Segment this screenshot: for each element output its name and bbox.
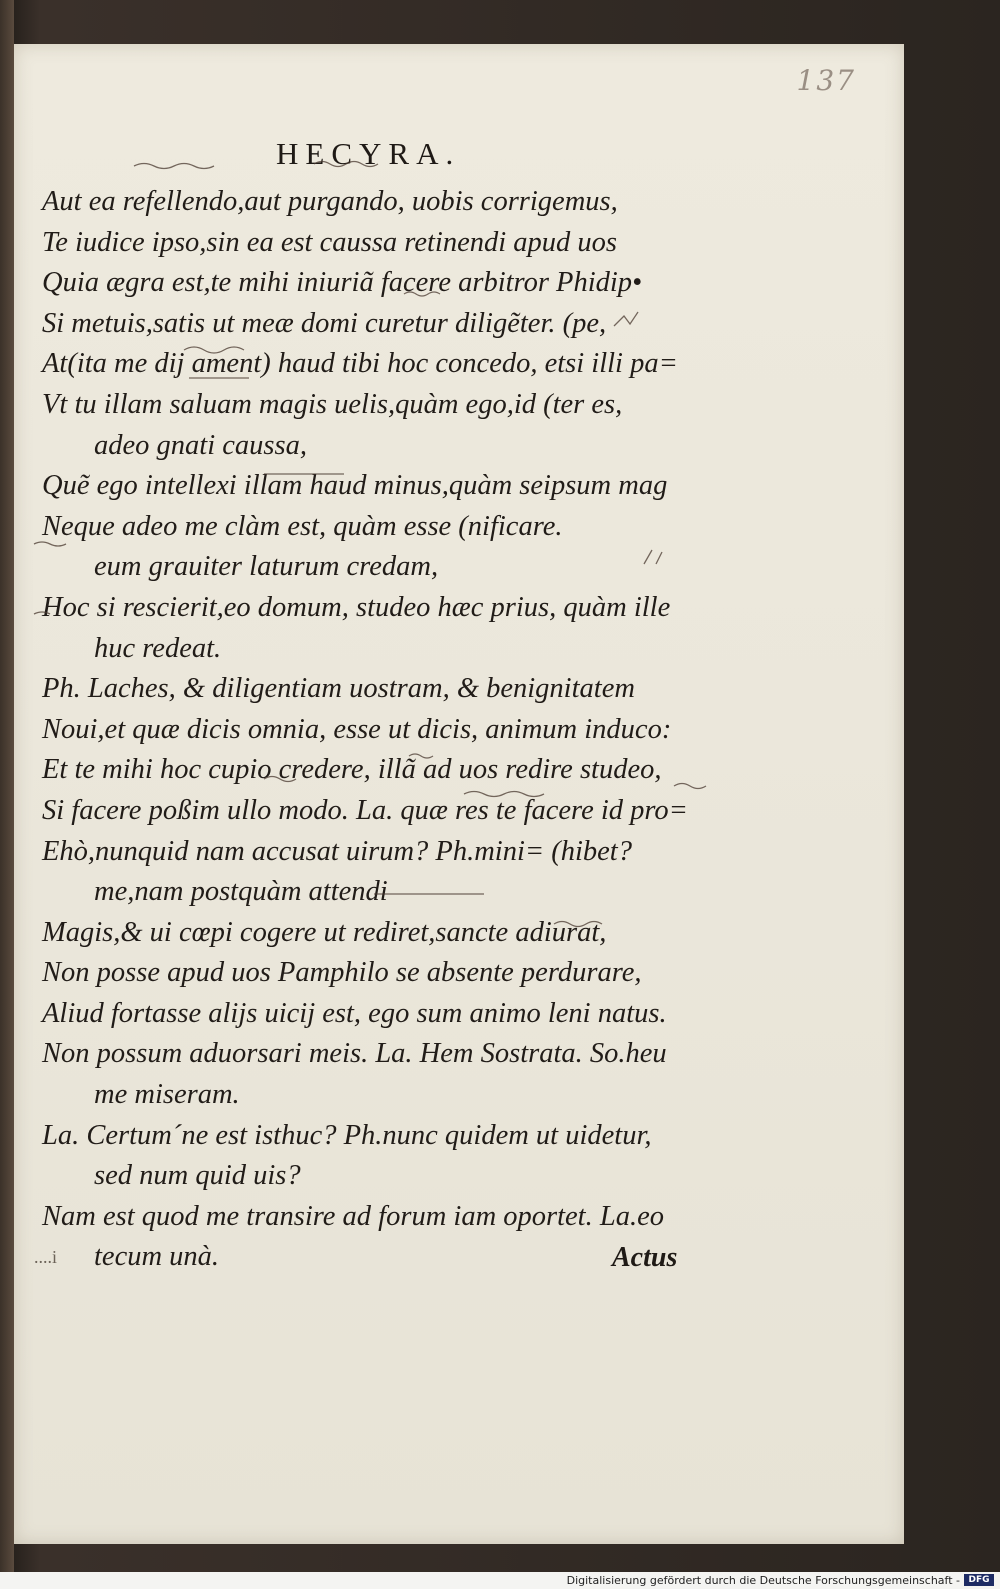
text-line: Ph. Laches, & diligentiam uostram, & benignitatem (42, 673, 635, 705)
text-line: Et te mihi hoc cupio credere, illã ad uos redire studeo, (42, 754, 662, 786)
text-line: At(ita me dij ament) haud tibi hoc concedo, etsi illi pa= (42, 348, 678, 380)
text-line: Vt tu illam saluam magis uelis,quàm ego,id (ter es, (42, 388, 623, 420)
book-page (14, 44, 904, 1544)
text-line: Si metuis,satis ut meæ domi curetur diligẽter. (pe, (42, 307, 607, 339)
text-line: Noui,et quæ dicis omnia, esse ut dicis, animum induco: (42, 713, 672, 745)
book-gutter (0, 0, 14, 1572)
footer-credit: Digitalisierung gefördert durch die Deutsche Forschungsgemeinschaft - (566, 1574, 960, 1587)
text-line: Neque adeo me clàm est, quàm esse (nificare. (42, 510, 563, 542)
text-line: Quẽ ego intellexi illam haud minus,quàm seipsum mag (42, 470, 668, 502)
text-line: Aut ea refellendo,aut purgando, uobis corrigemus, (42, 186, 618, 217)
text-line: tecum unà. (94, 1241, 220, 1273)
text-line: me miseram. (94, 1079, 240, 1111)
text-line: me,nam postquàm attendi (94, 876, 388, 908)
dfg-logo: DFG (964, 1574, 994, 1586)
text-line: eum grauiter laturum credam, (94, 551, 439, 583)
text-line: huc redeat. (94, 632, 222, 664)
folio-number: 137 (796, 64, 856, 97)
text-line: Si facere poßim ullo modo. La. quæ res te facere id pro= (42, 794, 688, 826)
page-text (42, 182, 742, 1278)
text-line: Magis,& ui cœpi cogere ut rediret,sancte adiurat, (42, 916, 607, 948)
text-line: adeo gnati caussa, (94, 429, 307, 461)
catchword: Actus (612, 1242, 678, 1273)
text-line: Nam est quod me transire ad forum iam oportet. La.eo (42, 1200, 664, 1232)
annotation-squiggle (134, 164, 214, 169)
text-line: Ehò,nunquid nam accusat uirum? Ph.mini= (hibet? (42, 835, 632, 867)
running-head: HECYRA. (276, 136, 461, 171)
text-line: sed num quid uis? (94, 1160, 301, 1192)
signature-mark: ....i (34, 1247, 58, 1267)
footer-bar (0, 1572, 1000, 1589)
text-line: Non possum aduorsari meis. La. Hem Sostrata. So.heu (42, 1038, 667, 1070)
text-line: Non posse apud uos Pamphilo se absente perdurare, (42, 957, 642, 989)
text-line: Te iudice ipso,sin ea est caussa retinendi apud uos (42, 226, 617, 258)
text-line: La. Certum´ne est isthuc? Ph.nunc quidem ut uidetur, (42, 1119, 652, 1151)
text-line: Hoc si rescierit,eo domum, studeo hæc prius, quàm ille (42, 591, 671, 623)
text-line: Quia ægra est,te mihi iniuriã facere arbitror Phidip• (42, 267, 643, 299)
text-line: Aliud fortasse alijs uicij est, ego sum animo leni natus. (42, 997, 667, 1029)
